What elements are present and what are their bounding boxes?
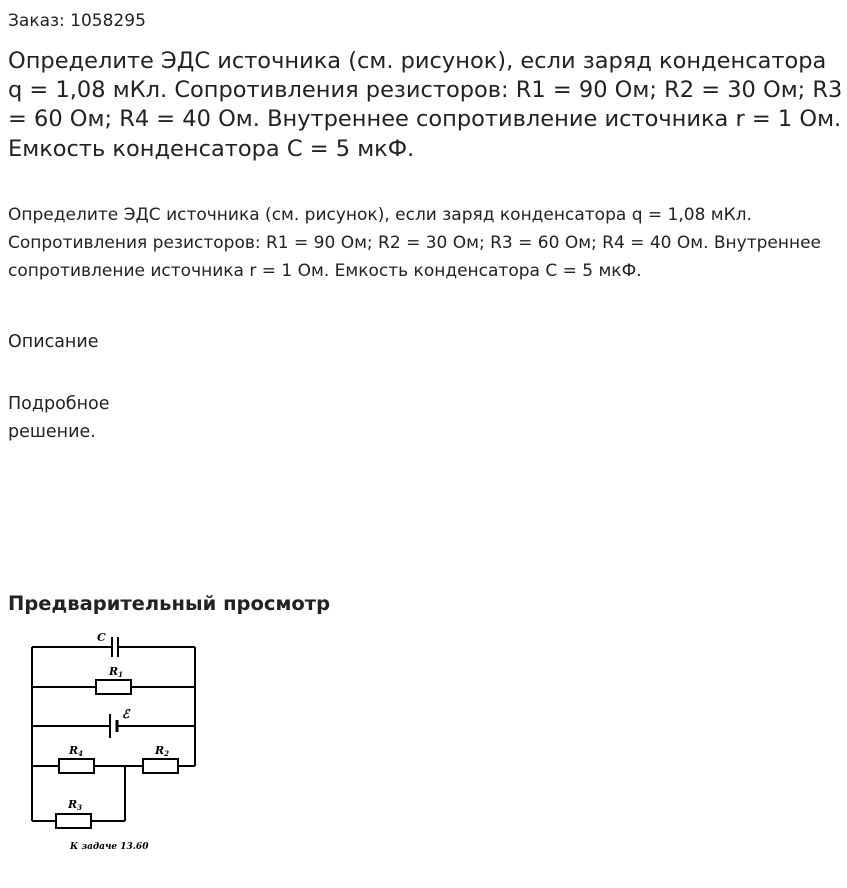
circuit-diagram (0, 620, 220, 860)
emf-source-symbol (110, 714, 117, 738)
resistor-r1 (96, 680, 131, 694)
capacitor-symbol (112, 637, 118, 657)
resistor-r4-label: R4 (69, 744, 84, 758)
description-label: Описание (8, 332, 99, 352)
preview-heading: Предварительный просмотр (8, 592, 331, 615)
resistor-r3-label: R3 (68, 798, 83, 812)
task-title: Определите ЭДС источника (см. рисунок), если заряд конденсатора q = 1,08 мКл. Сопротивления резисторов: R1 = 90 Ом; R2 = 30 Ом; R3 = 60 Ом; R4 = 40 Ом. Внутреннее сопротивление источника r = 1 Ом. Емкость конденсатора C = 5 мкФ. (8, 48, 843, 162)
resistor-r1-label: R1 (109, 665, 124, 679)
figure-caption: К задаче 13.60 (70, 842, 149, 852)
resistor-r2-label: R2 (155, 744, 170, 758)
task-text: Определите ЭДС источника (см. рисунок), если заряд конденсатора q = 1,08 мКл. Сопротивления резисторов: R1 = 90 Ом; R2 = 30 Ом; R3 = 60 Ом; R4 = 40 Ом. Внутреннее сопротивление источника r = 1 Ом. Емкость конденсатора C = 5 мкФ. (8, 205, 822, 281)
resistor-r4 (59, 759, 94, 773)
description-text: Подробное решение. (8, 394, 110, 442)
order-number: Заказ: 1058295 (8, 11, 146, 31)
emf-label: ℰ (122, 707, 130, 721)
capacitor-label: C (97, 631, 106, 644)
resistor-r2 (143, 759, 178, 773)
resistor-r3 (56, 814, 91, 828)
